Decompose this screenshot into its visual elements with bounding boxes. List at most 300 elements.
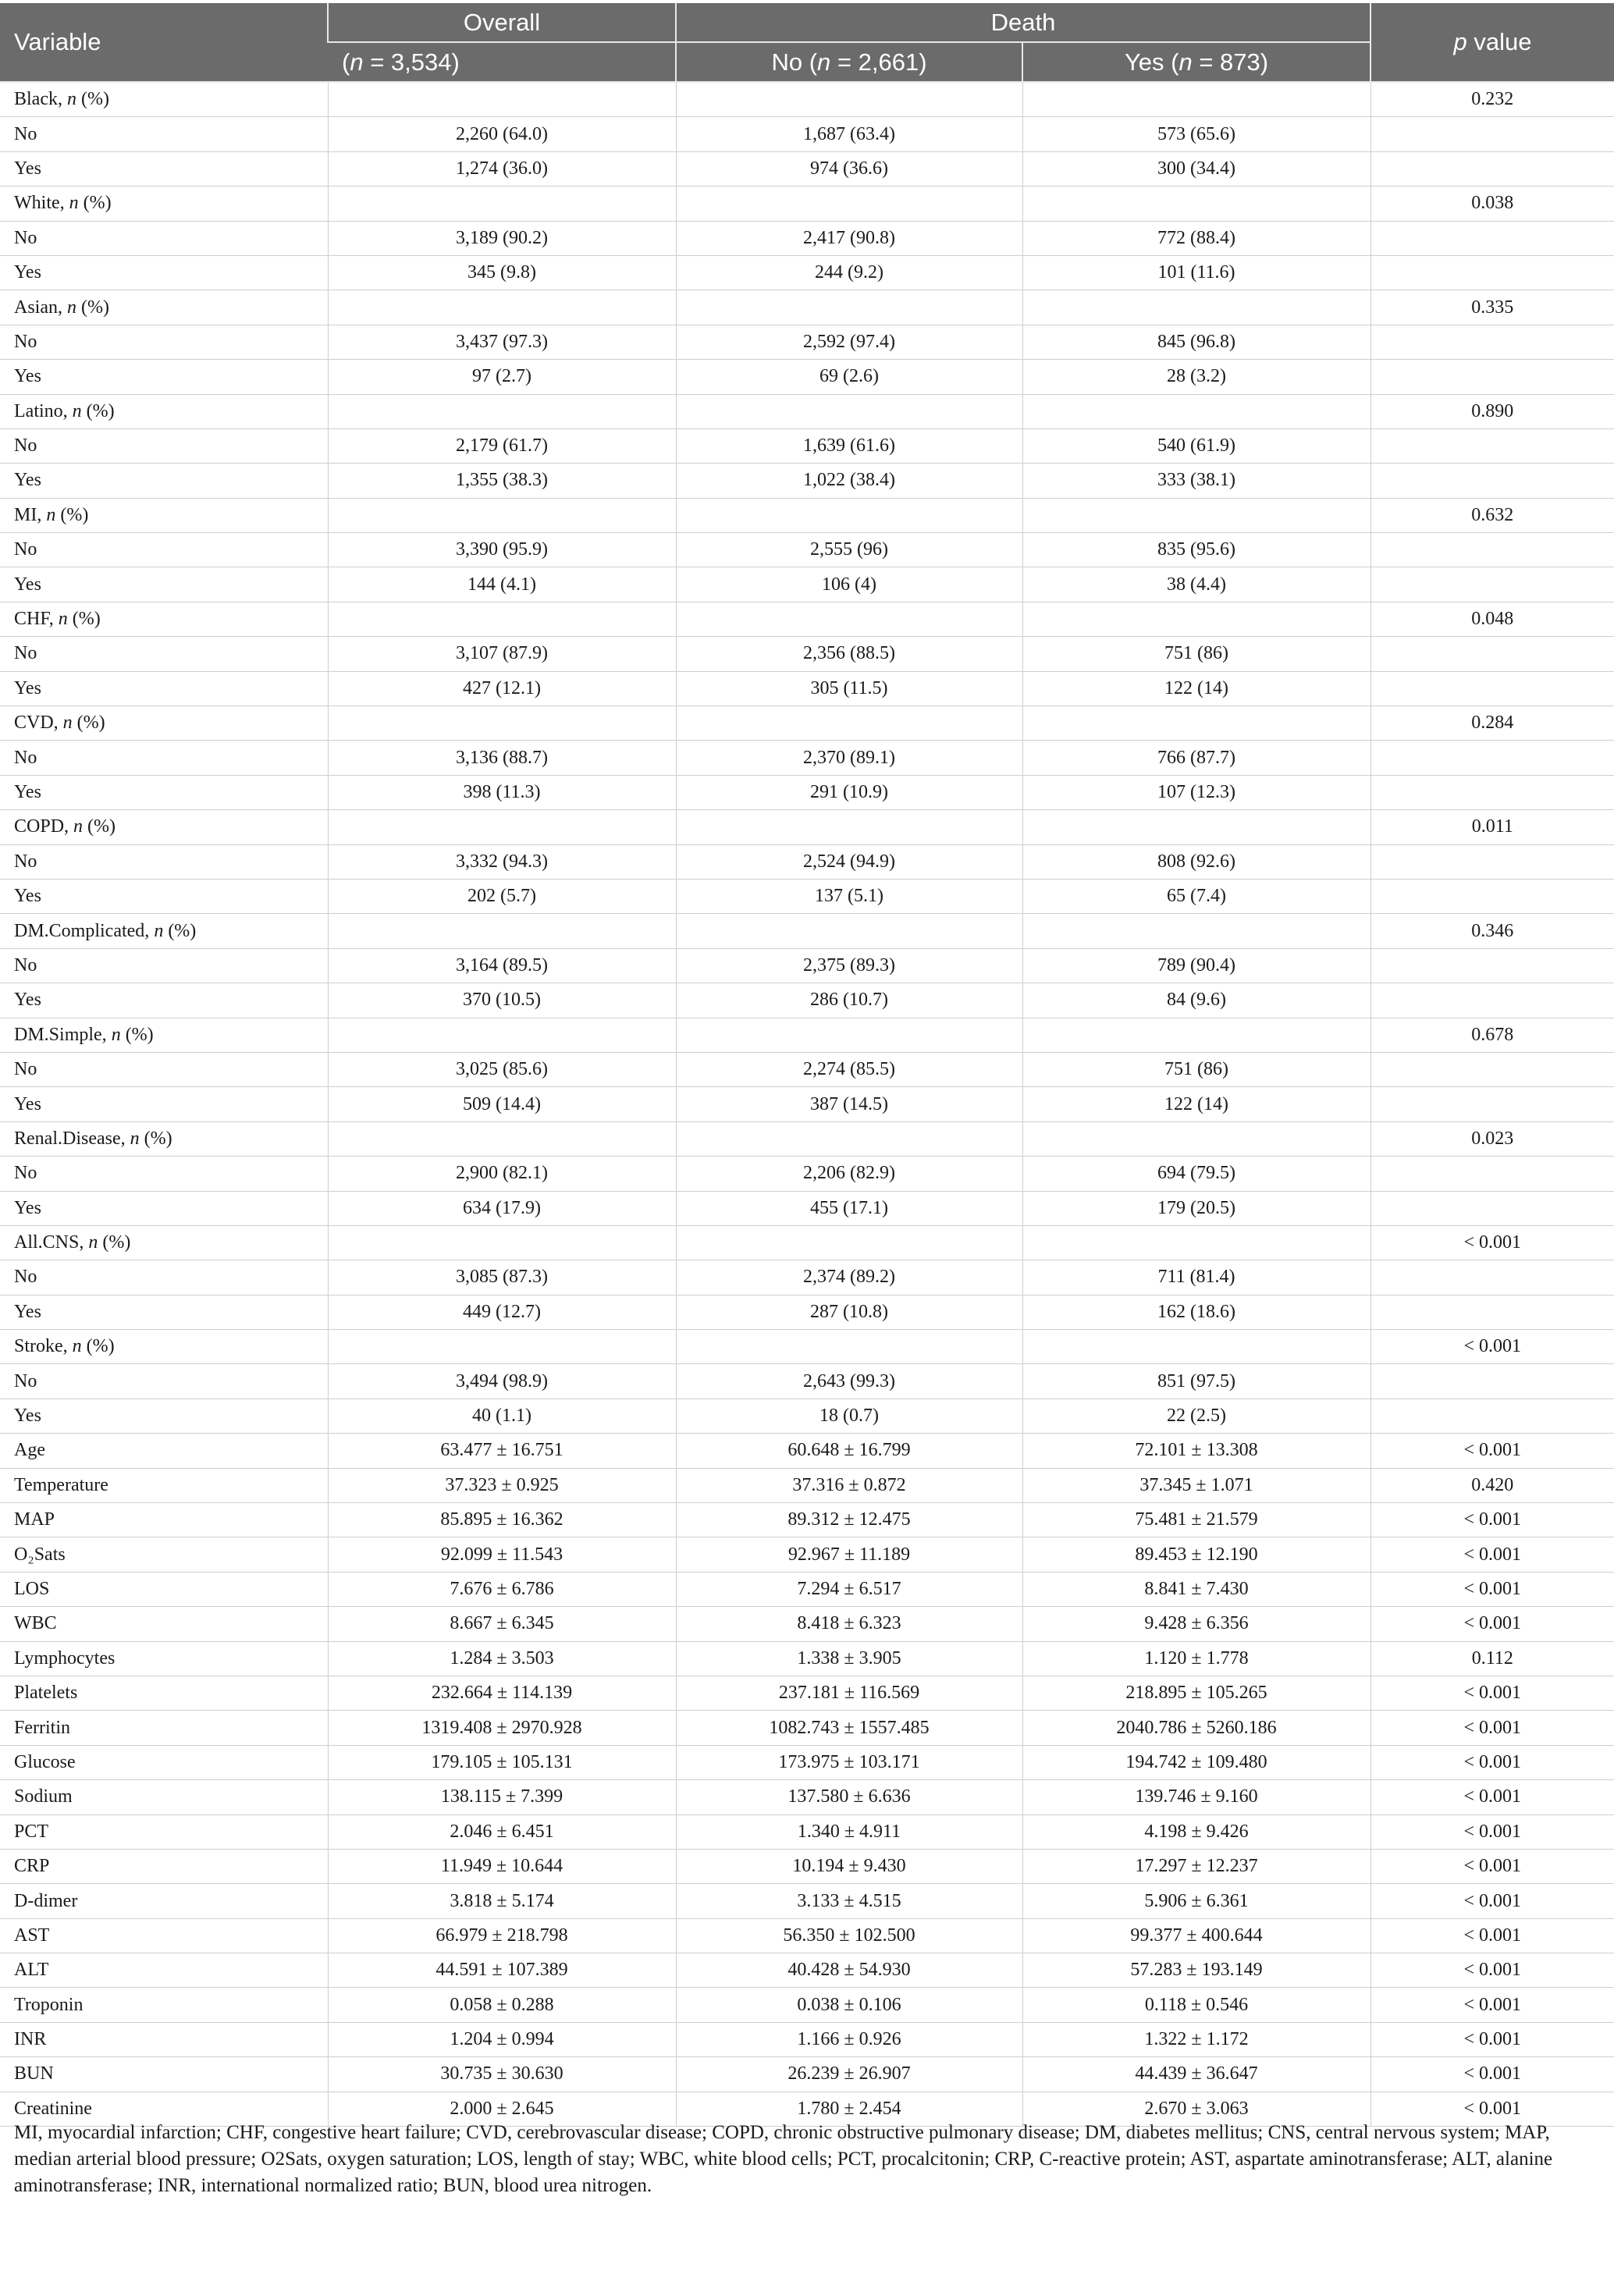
cell-variable: DM.Simple, n (%) [0,1018,328,1052]
cell-variable: BUN [0,2057,328,2092]
cell-variable: All.CNS, n (%) [0,1225,328,1260]
cell-overall: 2,260 (64.0) [328,117,676,151]
table-footnote: MI, myocardial infarction; CHF, congestive heart failure; CVD, cerebrovascular disease; COPD, chronic obstructive pulmonary disease; DM, diabetes mellitus; CNS, central nervous system; MAP, median arterial blood pressure; O2Sats, oxygen saturation; LOS, length of stay; WBC, white blood cells; PCT, procalcitonin; CRP, C-reactive protein; AST, aspartate aminotransferase; ALT, alanine aminotransferase; INR, international normalized ratio; BUN, blood urea nitrogen. [14,2122,1553,2196]
cell-death-yes [1022,394,1370,428]
cell-overall: 66.979 ± 218.798 [328,1918,676,1953]
cell-pvalue: 0.632 [1370,498,1614,532]
cell-variable: Platelets [0,1676,328,1710]
cell-overall: 1,274 (36.0) [328,151,676,186]
cell-pvalue: 0.284 [1370,706,1614,741]
cell-pvalue: < 0.001 [1370,1745,1614,1779]
cell-death-no [676,82,1022,117]
cell-death-no: 8.418 ± 6.323 [676,1607,1022,1641]
cell-variable: No [0,1157,328,1191]
table-row [0,1988,1614,2022]
header-overall: Overall [328,3,676,42]
cell-overall: 634 (17.9) [328,1191,676,1225]
table-row [0,948,1614,983]
table-row [0,117,1614,151]
table-row [0,671,1614,706]
cell-death-no: 89.312 ± 12.475 [676,1503,1022,1537]
cell-variable: No [0,1052,328,1086]
cell-overall: 3,164 (89.5) [328,948,676,983]
cell-death-no: 2,643 (99.3) [676,1364,1022,1399]
cell-overall [328,187,676,221]
cell-variable: CHF, n (%) [0,602,328,636]
cell-death-no [676,706,1022,741]
cell-death-no: 1.340 ± 4.911 [676,1814,1022,1849]
cell-variable: No [0,325,328,359]
cell-death-yes: 2040.786 ± 5260.186 [1022,1711,1370,1745]
cell-death-yes: 218.895 ± 105.265 [1022,1676,1370,1710]
cell-pvalue: < 0.001 [1370,1884,1614,1918]
cell-pvalue [1370,948,1614,983]
cell-overall: 0.058 ± 0.288 [328,1988,676,2022]
cell-pvalue: 0.890 [1370,394,1614,428]
table-row [0,290,1614,325]
cell-pvalue [1370,983,1614,1018]
cell-pvalue: < 0.001 [1370,2057,1614,2092]
cell-variable: No [0,1260,328,1295]
cell-death-no [676,1121,1022,1156]
cell-overall: 449 (12.7) [328,1295,676,1329]
cell-pvalue: 0.346 [1370,914,1614,948]
cell-death-no: 18 (0.7) [676,1399,1022,1433]
table-row [0,1676,1614,1710]
table-row [0,844,1614,879]
cell-death-no: 2,274 (85.5) [676,1052,1022,1086]
cell-overall: 3,332 (94.3) [328,844,676,879]
cell-death-yes [1022,914,1370,948]
cell-death-yes: 101 (11.6) [1022,255,1370,290]
cell-overall: 3,390 (95.9) [328,533,676,567]
cell-death-no: 2,592 (97.4) [676,325,1022,359]
cell-pvalue [1370,844,1614,879]
cell-overall: 3,136 (88.7) [328,741,676,775]
table-row [0,1364,1614,1399]
cell-variable: No [0,117,328,151]
table-row [0,428,1614,463]
cell-pvalue [1370,775,1614,809]
cell-pvalue [1370,879,1614,913]
table-row [0,1953,1614,1988]
cell-death-no: 2,206 (82.9) [676,1157,1022,1191]
cell-death-yes: 5.906 ± 6.361 [1022,1884,1370,1918]
cell-death-no: 305 (11.5) [676,671,1022,706]
cell-pvalue [1370,1364,1614,1399]
cell-death-yes: 89.453 ± 12.190 [1022,1537,1370,1572]
cell-variable: Sodium [0,1780,328,1814]
cell-death-yes: 333 (38.1) [1022,464,1370,498]
header-variable: Variable [0,3,328,82]
cell-death-no: 10.194 ± 9.430 [676,1849,1022,1883]
cell-overall: 1,355 (38.3) [328,464,676,498]
table-row [0,1537,1614,1572]
cell-overall: 3,085 (87.3) [328,1260,676,1295]
cell-death-yes: 65 (7.4) [1022,879,1370,913]
cell-death-yes: 9.428 ± 6.356 [1022,1607,1370,1641]
cell-death-yes: 99.377 ± 400.644 [1022,1918,1370,1953]
table-row [0,810,1614,844]
cell-overall: 2,900 (82.1) [328,1157,676,1191]
table-row [0,1434,1614,1468]
cell-pvalue: 0.420 [1370,1468,1614,1502]
cell-overall: 11.949 ± 10.644 [328,1849,676,1883]
table-row [0,1330,1614,1364]
cell-overall: 3.818 ± 5.174 [328,1884,676,1918]
cell-overall: 40 (1.1) [328,1399,676,1433]
cell-variable: O₂Sats [0,1537,328,1572]
cell-pvalue [1370,255,1614,290]
cell-overall: 37.323 ± 0.925 [328,1468,676,1502]
table-row [0,1918,1614,1953]
table-row [0,567,1614,602]
header-death-yes: Yes (n = 873) [1022,42,1370,82]
cell-death-no: 92.967 ± 11.189 [676,1537,1022,1572]
cell-pvalue: < 0.001 [1370,1330,1614,1364]
cell-pvalue: < 0.001 [1370,1676,1614,1710]
cell-death-no: 2,524 (94.9) [676,844,1022,879]
cell-overall: 44.591 ± 107.389 [328,1953,676,1988]
cell-pvalue: 0.011 [1370,810,1614,844]
cell-overall: 2,179 (61.7) [328,428,676,463]
cell-death-no: 2,356 (88.5) [676,637,1022,671]
cell-death-no [676,498,1022,532]
table-row [0,2057,1614,2092]
cell-variable: White, n (%) [0,187,328,221]
cell-death-yes: 57.283 ± 193.149 [1022,1953,1370,1988]
cell-death-yes: 17.297 ± 12.237 [1022,1849,1370,1883]
cell-death-yes: 711 (81.4) [1022,1260,1370,1295]
cell-death-yes: 28 (3.2) [1022,360,1370,394]
cell-overall: 345 (9.8) [328,255,676,290]
cell-overall: 427 (12.1) [328,671,676,706]
table-row [0,983,1614,1018]
cell-pvalue: < 0.001 [1370,1503,1614,1537]
cell-overall: 1319.408 ± 2970.928 [328,1711,676,1745]
cell-death-no: 2,370 (89.1) [676,741,1022,775]
cell-death-yes: 851 (97.5) [1022,1364,1370,1399]
cell-overall: 3,025 (85.6) [328,1052,676,1086]
table-row [0,637,1614,671]
table-row [0,775,1614,809]
cell-death-yes: 772 (88.4) [1022,221,1370,255]
table-row [0,1745,1614,1779]
cell-pvalue [1370,1295,1614,1329]
cell-death-no: 137.580 ± 6.636 [676,1780,1022,1814]
cell-death-no: 26.239 ± 26.907 [676,2057,1022,2092]
cell-pvalue [1370,1052,1614,1086]
cell-variable: AST [0,1918,328,1953]
cell-pvalue [1370,1087,1614,1121]
cell-death-no: 237.181 ± 116.569 [676,1676,1022,1710]
cell-overall [328,290,676,325]
cell-overall: 1.284 ± 3.503 [328,1641,676,1676]
cell-death-yes: 808 (92.6) [1022,844,1370,879]
cell-variable: D-dimer [0,1884,328,1918]
cell-overall [328,1018,676,1052]
cell-variable: No [0,948,328,983]
table-row [0,498,1614,532]
cell-death-no [676,290,1022,325]
cell-pvalue: < 0.001 [1370,1711,1614,1745]
table-row [0,706,1614,741]
cell-pvalue [1370,637,1614,671]
table-row [0,1087,1614,1121]
cell-death-yes: 162 (18.6) [1022,1295,1370,1329]
cell-death-yes: 2.670 ± 3.063 [1022,2092,1370,2126]
cell-pvalue [1370,1191,1614,1225]
table-row [0,741,1614,775]
cell-overall: 1.204 ± 0.994 [328,2022,676,2056]
cell-overall [328,914,676,948]
cell-death-no: 1.780 ± 2.454 [676,2092,1022,2126]
cell-overall: 398 (11.3) [328,775,676,809]
table-row [0,1157,1614,1191]
cell-overall: 97 (2.7) [328,360,676,394]
table-row [0,151,1614,186]
cell-variable: Yes [0,1295,328,1329]
cell-death-no: 2,555 (96) [676,533,1022,567]
cell-death-no [676,1225,1022,1260]
table-row [0,464,1614,498]
cell-pvalue: 0.678 [1370,1018,1614,1052]
cell-overall: 509 (14.4) [328,1087,676,1121]
cell-death-no: 1,022 (38.4) [676,464,1022,498]
cell-death-no: 1082.743 ± 1557.485 [676,1711,1022,1745]
cell-death-yes [1022,1018,1370,1052]
cell-pvalue: < 0.001 [1370,1780,1614,1814]
cell-overall [328,1121,676,1156]
cell-variable: WBC [0,1607,328,1641]
table-row [0,1641,1614,1676]
cell-death-yes: 835 (95.6) [1022,533,1370,567]
cell-overall: 2.000 ± 2.645 [328,2092,676,2126]
cell-pvalue [1370,741,1614,775]
cell-variable: Yes [0,567,328,602]
cell-variable: Renal.Disease, n (%) [0,1121,328,1156]
cell-death-no [676,1018,1022,1052]
cell-death-yes: 300 (34.4) [1022,151,1370,186]
table-row [0,1607,1614,1641]
cell-death-yes: 179 (20.5) [1022,1191,1370,1225]
cell-death-yes [1022,1225,1370,1260]
cell-overall: 3,189 (90.2) [328,221,676,255]
cell-pvalue [1370,671,1614,706]
cell-death-no [676,914,1022,948]
header-overall-n: (n = 3,534) [328,42,676,82]
table-row [0,1018,1614,1052]
cell-death-no: 1.166 ± 0.926 [676,2022,1022,2056]
table-row [0,1191,1614,1225]
cell-pvalue: 0.335 [1370,290,1614,325]
cell-death-no: 60.648 ± 16.799 [676,1434,1022,1468]
cell-variable: No [0,844,328,879]
cell-death-no: 1.338 ± 3.905 [676,1641,1022,1676]
cell-pvalue: 0.023 [1370,1121,1614,1156]
cell-variable: Black, n (%) [0,82,328,117]
cell-variable: LOS [0,1572,328,1606]
cell-pvalue: < 0.001 [1370,1814,1614,1849]
cell-pvalue [1370,325,1614,359]
cell-overall: 2.046 ± 6.451 [328,1814,676,1849]
cell-death-no: 173.975 ± 103.171 [676,1745,1022,1779]
cell-death-yes: 540 (61.9) [1022,428,1370,463]
table-row [0,325,1614,359]
cell-death-no: 287 (10.8) [676,1295,1022,1329]
cell-death-yes: 44.439 ± 36.647 [1022,2057,1370,2092]
table-header [0,3,1614,82]
cell-death-no: 56.350 ± 102.500 [676,1918,1022,1953]
table-row [0,1399,1614,1433]
cell-pvalue: < 0.001 [1370,1988,1614,2022]
table-row [0,1780,1614,1814]
cell-overall: 202 (5.7) [328,879,676,913]
cell-death-yes: 573 (65.6) [1022,117,1370,151]
cell-variable: Yes [0,879,328,913]
cell-death-yes: 789 (90.4) [1022,948,1370,983]
cell-variable: Yes [0,1191,328,1225]
cell-death-yes: 38 (4.4) [1022,567,1370,602]
table-row [0,187,1614,221]
cell-death-yes [1022,706,1370,741]
cell-variable: Stroke, n (%) [0,1330,328,1364]
cell-pvalue: < 0.001 [1370,1607,1614,1641]
cell-death-yes [1022,1121,1370,1156]
cell-pvalue [1370,1157,1614,1191]
cell-pvalue [1370,117,1614,151]
cell-pvalue [1370,428,1614,463]
cell-pvalue [1370,533,1614,567]
table-row [0,1814,1614,1849]
cell-variable: Yes [0,1399,328,1433]
cell-death-yes [1022,187,1370,221]
table-row [0,1260,1614,1295]
cell-death-yes: 751 (86) [1022,1052,1370,1086]
cell-overall: 370 (10.5) [328,983,676,1018]
cell-variable: CVD, n (%) [0,706,328,741]
header-death-no: No (n = 2,661) [676,42,1022,82]
cell-variable: MI, n (%) [0,498,328,532]
table-row [0,1468,1614,1502]
table-row [0,2022,1614,2056]
characteristics-table [0,3,1614,2127]
cell-pvalue: < 0.001 [1370,1849,1614,1883]
cell-overall: 63.477 ± 16.751 [328,1434,676,1468]
cell-pvalue [1370,567,1614,602]
cell-variable: No [0,741,328,775]
cell-overall: 3,107 (87.9) [328,637,676,671]
table-row [0,1503,1614,1537]
cell-death-no: 974 (36.6) [676,151,1022,186]
table-row [0,914,1614,948]
cell-overall: 179.105 ± 105.131 [328,1745,676,1779]
cell-death-yes [1022,82,1370,117]
cell-pvalue [1370,1399,1614,1433]
table-row [0,879,1614,913]
cell-pvalue: < 0.001 [1370,2092,1614,2126]
cell-death-no: 106 (4) [676,567,1022,602]
header-death: Death [676,3,1370,42]
cell-death-yes [1022,498,1370,532]
cell-death-no [676,810,1022,844]
cell-variable: No [0,637,328,671]
table-row [0,1711,1614,1745]
cell-variable: Latino, n (%) [0,394,328,428]
cell-death-no: 286 (10.7) [676,983,1022,1018]
cell-death-yes [1022,290,1370,325]
cell-overall: 144 (4.1) [328,567,676,602]
cell-overall: 30.735 ± 30.630 [328,2057,676,2092]
cell-overall: 8.667 ± 6.345 [328,1607,676,1641]
cell-death-yes: 84 (9.6) [1022,983,1370,1018]
table-row [0,255,1614,290]
cell-overall [328,82,676,117]
table-row [0,360,1614,394]
cell-pvalue: 0.232 [1370,82,1614,117]
cell-death-yes: 22 (2.5) [1022,1399,1370,1433]
cell-overall [328,498,676,532]
cell-pvalue [1370,360,1614,394]
cell-death-no: 3.133 ± 4.515 [676,1884,1022,1918]
cell-pvalue [1370,464,1614,498]
table-row [0,1849,1614,1883]
cell-death-yes: 4.198 ± 9.426 [1022,1814,1370,1849]
cell-variable: Yes [0,983,328,1018]
cell-death-yes: 0.118 ± 0.546 [1022,1988,1370,2022]
cell-pvalue: 0.112 [1370,1641,1614,1676]
cell-overall [328,1225,676,1260]
cell-death-yes: 139.746 ± 9.160 [1022,1780,1370,1814]
cell-overall: 232.664 ± 114.139 [328,1676,676,1710]
table-row [0,82,1614,117]
cell-overall [328,706,676,741]
cell-pvalue: 0.038 [1370,187,1614,221]
cell-death-no [676,1330,1022,1364]
table-row [0,1052,1614,1086]
cell-pvalue: < 0.001 [1370,1434,1614,1468]
cell-death-yes: 75.481 ± 21.579 [1022,1503,1370,1537]
cell-pvalue [1370,1260,1614,1295]
cell-variable: Yes [0,1087,328,1121]
cell-pvalue: < 0.001 [1370,1953,1614,1988]
cell-death-yes: 194.742 ± 109.480 [1022,1745,1370,1779]
cell-death-yes: 8.841 ± 7.430 [1022,1572,1370,1606]
cell-variable: Asian, n (%) [0,290,328,325]
table-row [0,394,1614,428]
cell-variable: PCT [0,1814,328,1849]
cell-overall: 3,437 (97.3) [328,325,676,359]
table-row [0,1295,1614,1329]
cell-death-no: 2,374 (89.2) [676,1260,1022,1295]
cell-pvalue: < 0.001 [1370,1572,1614,1606]
cell-death-yes: 766 (87.7) [1022,741,1370,775]
cell-death-yes [1022,810,1370,844]
cell-variable: Yes [0,255,328,290]
cell-death-no: 0.038 ± 0.106 [676,1988,1022,2022]
cell-variable: Yes [0,360,328,394]
cell-variable: No [0,1364,328,1399]
cell-death-no: 244 (9.2) [676,255,1022,290]
cell-variable: DM.Complicated, n (%) [0,914,328,948]
cell-death-yes: 1.120 ± 1.778 [1022,1641,1370,1676]
cell-death-no: 1,687 (63.4) [676,117,1022,151]
cell-pvalue: < 0.001 [1370,1537,1614,1572]
cell-death-no: 2,375 (89.3) [676,948,1022,983]
cell-variable: Yes [0,671,328,706]
cell-variable: CRP [0,1849,328,1883]
header-pvalue: p value [1370,3,1614,82]
